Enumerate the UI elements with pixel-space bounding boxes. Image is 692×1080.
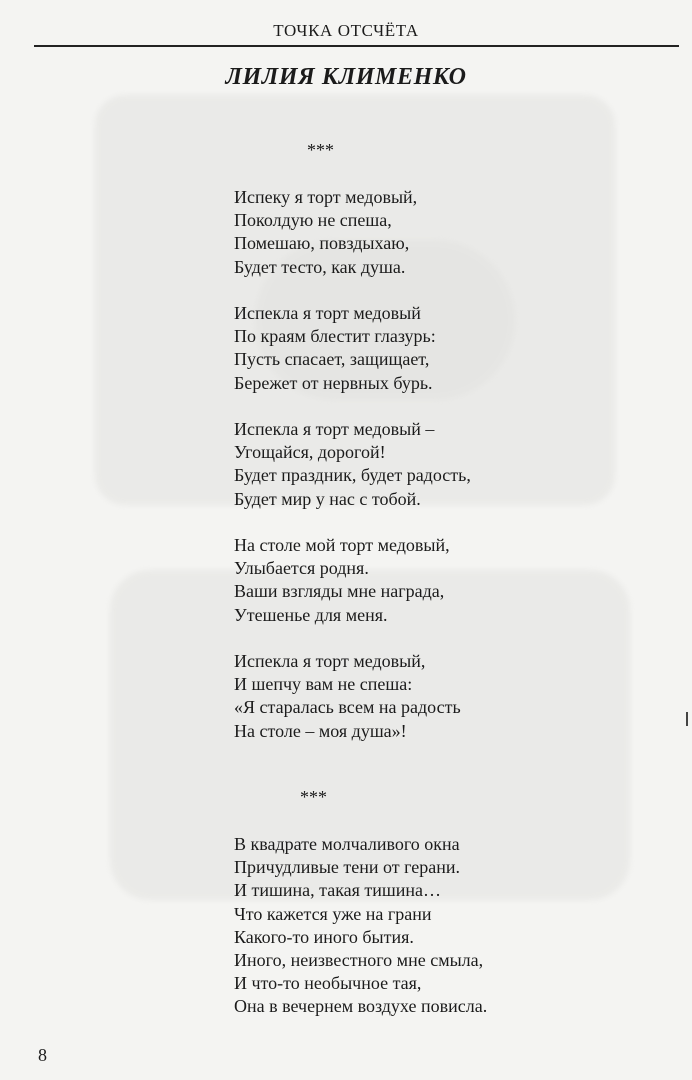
stanza	[234, 302, 471, 395]
verse-line: Будет мир у нас с тобой.	[234, 488, 421, 509]
verse-line: Ваши взгляды мне награда,	[234, 581, 445, 602]
verse-line: Она в вечернем воздухе повисла.	[234, 996, 488, 1017]
author-name: ЛИЛИЯ КЛИМЕНКО	[225, 64, 467, 90]
running-header-title: ТОЧКА ОТСЧЁТА	[273, 21, 419, 40]
verse-line: На столе – моя душа»!	[234, 720, 407, 741]
verse-line: По краям блестит глазурь:	[234, 326, 436, 347]
verse-line: На столе мой торт медовый,	[234, 535, 450, 555]
verse-line: Какого-то иного бытия.	[234, 926, 414, 947]
poem-2	[234, 833, 487, 1019]
header-rule	[34, 45, 679, 47]
stanza	[234, 418, 471, 511]
verse-line: Бережет от нервных бурь.	[234, 372, 433, 393]
verse-line: Испекла я торт медовый –	[234, 419, 435, 439]
verse-line: Иного, неизвестного мне смыла,	[234, 950, 484, 971]
verse-line: И тишина, такая тишина…	[234, 880, 442, 901]
stanza	[234, 186, 471, 279]
verse-line: Помешаю, повздыхаю,	[234, 233, 410, 254]
poem-separator: ***	[300, 787, 327, 807]
verse-line: Улыбается родня.	[234, 558, 369, 579]
verse-line: В квадрате молчаливого окна	[234, 834, 460, 854]
verse-line: И шепчу вам не спеша:	[234, 674, 413, 695]
verse-line: Будет тесто, как душа.	[234, 256, 406, 277]
poem-separator: ***	[307, 140, 334, 160]
verse-line: Причудливые тени от герани.	[234, 857, 461, 878]
margin-mark	[686, 712, 688, 726]
verse-line: Утешенье для меня.	[234, 604, 388, 625]
verse-line: Испекла я торт медовый,	[234, 651, 426, 671]
verse-line: Будет праздник, будет радость,	[234, 465, 471, 486]
stanza	[234, 833, 487, 1019]
page-number: 8	[38, 1045, 47, 1065]
verse-line: «Я старалась всем на радость	[234, 697, 461, 718]
verse-line: И что-то необычное тая,	[234, 973, 422, 994]
verse-line: Испекла я торт медовый	[234, 303, 421, 323]
stanza	[234, 534, 471, 627]
verse-line: Пусть спасает, защищает,	[234, 349, 430, 370]
verse-line: Поколдую не спеша,	[234, 210, 392, 231]
stanza	[234, 650, 471, 743]
verse-line: Что кажется уже на грани	[234, 903, 432, 924]
verse-line: Испеку я торт медовый,	[234, 187, 418, 207]
poem-1	[234, 186, 471, 743]
verse-line: Угощайся, дорогой!	[234, 442, 386, 463]
